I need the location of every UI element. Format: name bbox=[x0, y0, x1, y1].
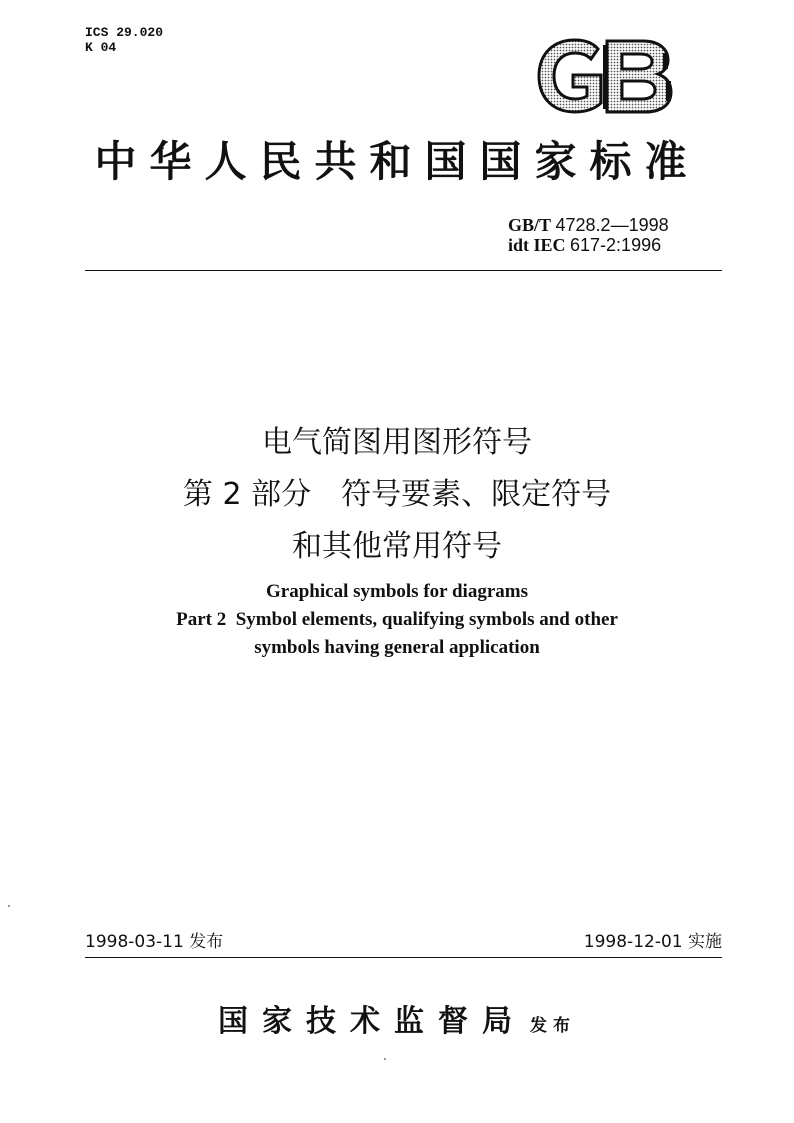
english-title-line-2 bbox=[0, 606, 794, 634]
scan-speck bbox=[8, 905, 10, 907]
effective-date: 1998-12-01 实施 bbox=[583, 932, 722, 952]
english-title-line-3: symbols having general application bbox=[254, 637, 540, 658]
issuer-action: 发布 bbox=[530, 1016, 576, 1036]
idt-prefix: idt IEC bbox=[508, 235, 566, 255]
chinese-title-line-1: 电气简图用图形符号 bbox=[262, 425, 532, 460]
idt-number: 617-2:1996 bbox=[570, 235, 662, 255]
chinese-title-line-3: 和其他常用符号 bbox=[292, 529, 502, 564]
bottom-divider bbox=[85, 957, 722, 958]
standard-number-line bbox=[508, 215, 669, 235]
chinese-title bbox=[0, 417, 794, 573]
issue-date: 1998-03-11 发布 bbox=[85, 932, 224, 952]
standard-number: 4728.2—1998 bbox=[555, 215, 669, 235]
gb-logo-graphic bbox=[535, 37, 675, 115]
classification-codes bbox=[85, 25, 163, 55]
standard-heading: 中华人民共和国国家标准 bbox=[94, 137, 700, 186]
issuing-organization: 国家技术监督局 bbox=[218, 1004, 526, 1039]
issuer-line bbox=[0, 996, 794, 1040]
scan-speck bbox=[384, 1058, 386, 1060]
gb-logo bbox=[535, 37, 675, 115]
english-title-line-1: Graphical symbols for diagrams bbox=[266, 581, 528, 602]
chinese-title-line-2: 第 2 部分 符号要素、限定符号 bbox=[182, 477, 612, 512]
english-title-part-name: Symbol elements, qualifying symbols and other bbox=[235, 609, 618, 630]
top-divider bbox=[85, 270, 722, 271]
ics-code: ICS 29.020 bbox=[85, 25, 164, 40]
idt-line bbox=[508, 235, 669, 255]
standard-number-prefix: GB/T bbox=[508, 215, 552, 235]
standard-number-block bbox=[508, 215, 669, 255]
ccs-code: K 04 bbox=[85, 40, 117, 55]
english-title-part: Part 2 bbox=[176, 609, 227, 630]
english-title bbox=[0, 578, 794, 662]
